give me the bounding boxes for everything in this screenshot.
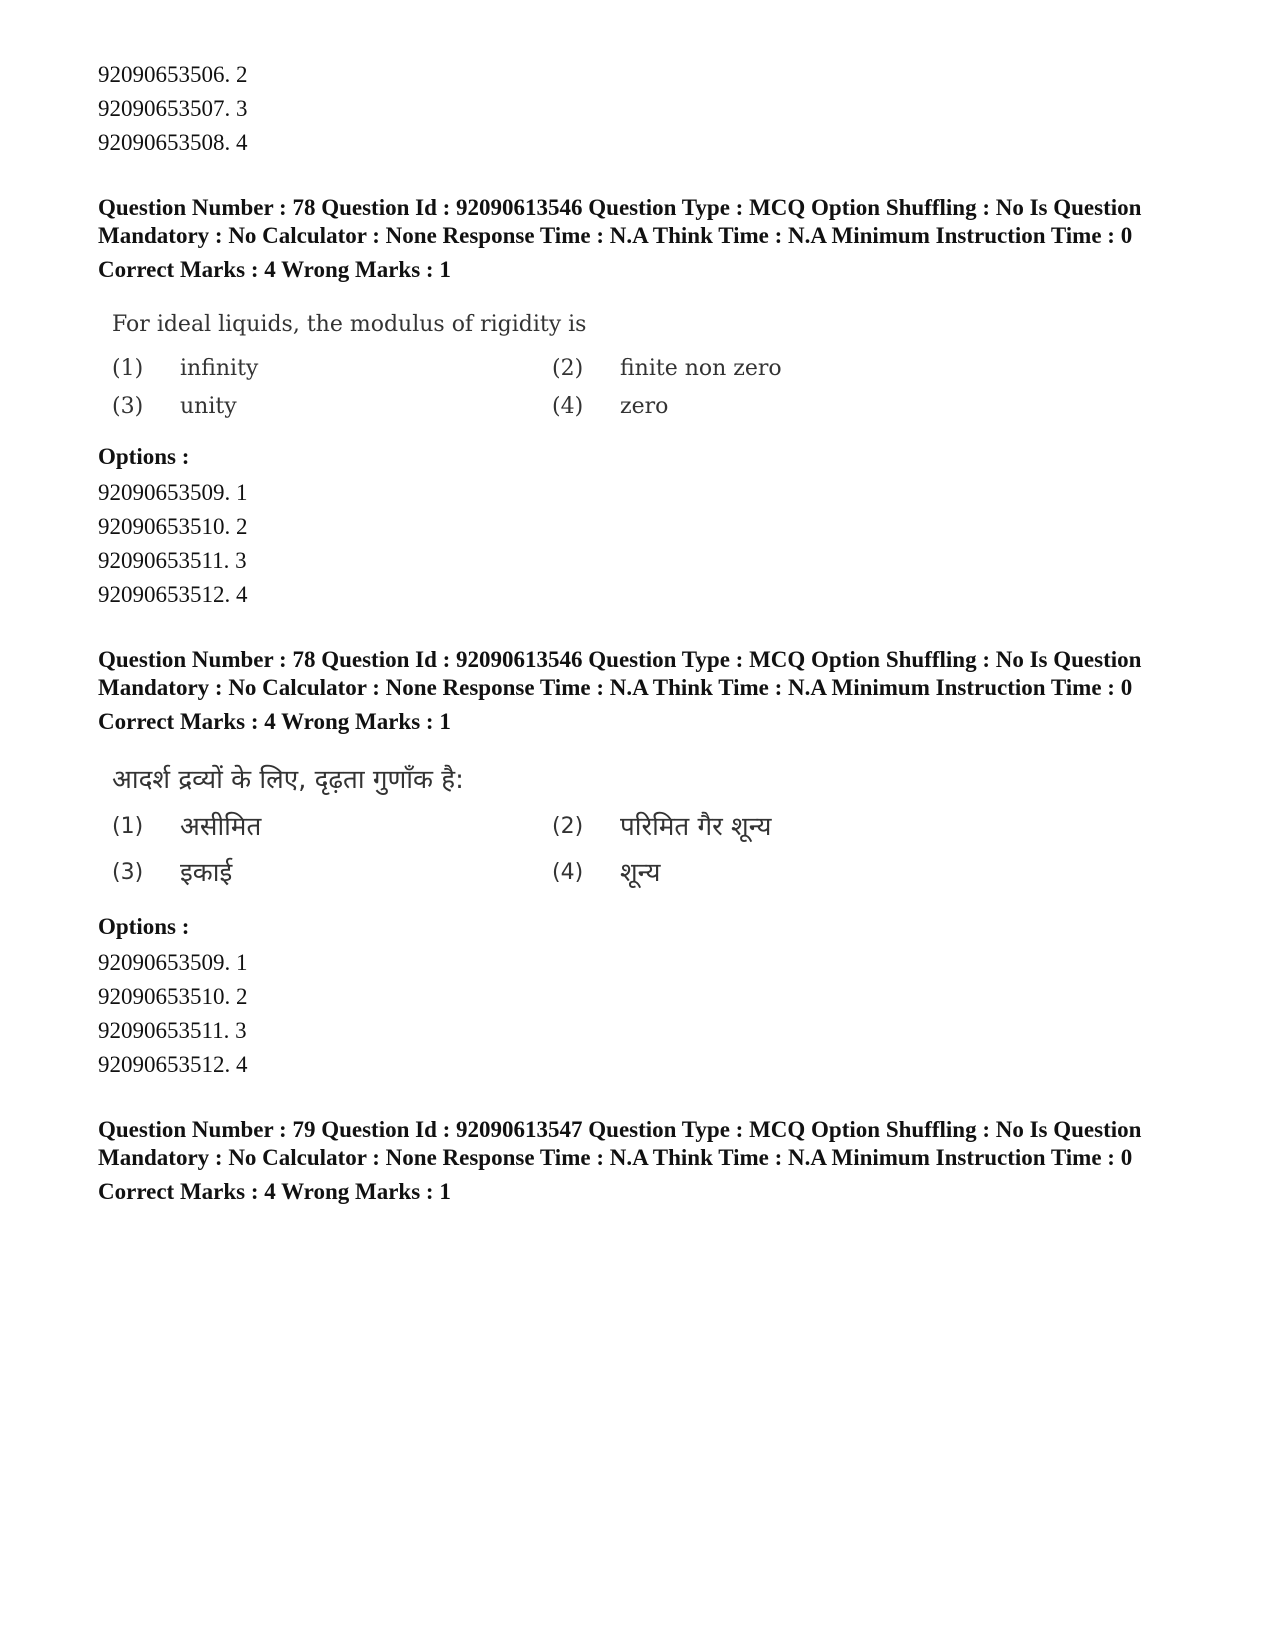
choice-text: इकाई xyxy=(180,858,233,888)
choice-2 xyxy=(552,354,992,384)
choice-number: (1) xyxy=(112,356,144,381)
question-text: आदर्श द्रव्यों के लिए, दृढ़ता गुणाँक है: xyxy=(112,765,464,795)
choice-text: unity xyxy=(180,394,237,419)
question-marks: Correct Marks : 4 Wrong Marks : 1 xyxy=(98,257,451,282)
choice-number: (4) xyxy=(552,394,584,419)
choice-2 xyxy=(552,808,992,846)
options-list xyxy=(98,476,1188,612)
options-label: Options : xyxy=(98,914,190,939)
choice-3 xyxy=(112,854,552,892)
choice-4 xyxy=(552,854,992,892)
choice-number: (4) xyxy=(552,860,584,885)
option-id-line: 92090653509. 1 xyxy=(98,950,248,975)
choice-text: शून्य xyxy=(620,858,661,888)
choice-number: (2) xyxy=(552,356,584,381)
choice-number: (1) xyxy=(112,814,144,839)
question-header: Question Number : 78 Question Id : 92090613546 Question Type : MCQ Option Shuffling : No Is Question Mandatory : No Calculator : None Response Time : N.A Think Time : N.A Minimum Instruction Time : 0 xyxy=(98,195,1142,248)
option-id-line: 92090653509. 1 xyxy=(98,480,248,505)
choice-text: असीमित xyxy=(180,812,262,842)
choice-1 xyxy=(112,808,552,846)
option-id-line: 92090653507. 3 xyxy=(98,96,248,121)
choice-number: (3) xyxy=(112,394,144,419)
question-header: Question Number : 79 Question Id : 92090613547 Question Type : MCQ Option Shuffling : No Is Question Mandatory : No Calculator : None Response Time : N.A Think Time : N.A Minimum Instruction Time : 0 xyxy=(98,1117,1142,1170)
question-marks: Correct Marks : 4 Wrong Marks : 1 xyxy=(98,1179,451,1204)
question-marks: Correct Marks : 4 Wrong Marks : 1 xyxy=(98,709,451,734)
option-id-line: 92090653506. 2 xyxy=(98,62,248,87)
question-block-79 xyxy=(98,1116,1188,1206)
option-id-line: 92090653510. 2 xyxy=(98,984,248,1009)
choice-1 xyxy=(112,354,552,384)
choice-text: परिमित गैर शून्य xyxy=(620,812,772,842)
option-id-line: 92090653512. 4 xyxy=(98,1052,248,1077)
choice-text: finite non zero xyxy=(620,356,782,381)
question-image xyxy=(112,310,1188,422)
option-id-line: 92090653512. 4 xyxy=(98,582,248,607)
choice-4 xyxy=(552,392,992,422)
choice-3 xyxy=(112,392,552,422)
option-id-line: 92090653511. 3 xyxy=(98,1018,247,1043)
option-id-line: 92090653510. 2 xyxy=(98,514,248,539)
choice-grid xyxy=(112,354,1188,422)
choice-number: (2) xyxy=(552,814,584,839)
question-text: For ideal liquids, the modulus of rigidity is xyxy=(112,312,587,337)
question-block-78-hi xyxy=(98,646,1188,1082)
question-image xyxy=(112,762,1188,892)
choice-text: zero xyxy=(620,394,669,419)
choice-number: (3) xyxy=(112,860,144,885)
choice-text: infinity xyxy=(180,356,259,381)
choice-grid xyxy=(112,808,1188,892)
options-label: Options : xyxy=(98,444,190,469)
option-id-line: 92090653508. 4 xyxy=(98,130,248,155)
question-block-78-en xyxy=(98,194,1188,612)
option-id-line: 92090653511. 3 xyxy=(98,548,247,573)
document-page xyxy=(98,58,1188,1206)
options-list xyxy=(98,946,1188,1082)
question-header: Question Number : 78 Question Id : 92090613546 Question Type : MCQ Option Shuffling : No Is Question Mandatory : No Calculator : None Response Time : N.A Think Time : N.A Minimum Instruction Time : 0 xyxy=(98,647,1142,700)
previous-options-list xyxy=(98,58,1188,160)
